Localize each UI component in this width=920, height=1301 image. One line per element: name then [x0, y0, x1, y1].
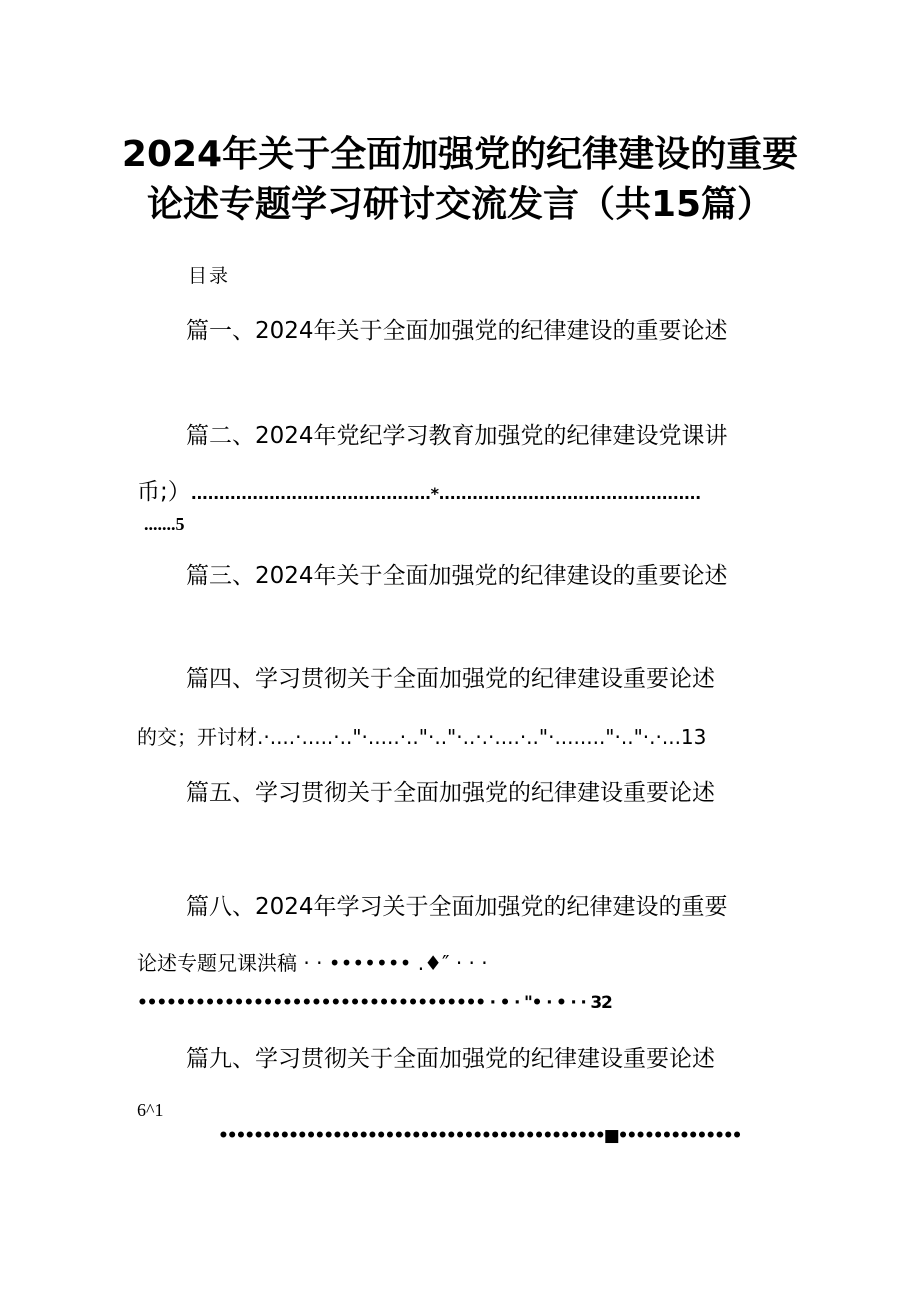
document-title-line-1: 2024年关于全面加强党的纪律建设的重要: [121, 134, 799, 175]
toc-item-2-text: 币;）: [137, 479, 191, 505]
toc-item-4-line-1: 篇四、学习贯彻关于全面加强党的纪律建设重要论述: [186, 666, 715, 692]
toc-item-2-line-1: 篇二、2024年党纪学习教育加强党的纪律建设党课讲: [186, 423, 728, 449]
toc-item-9-line-3: ••••••••••••••••••••••••••••••••••••••••••••■••••••••••••••: [218, 1126, 741, 1146]
toc-item-4-line-2: 的交；开讨材.·....·.....·.."·.....·.."·.."·..·.·....·.."·........"·.."·.·...13: [137, 725, 707, 749]
toc-item-8-line-1: 篇八、2024年学习关于全面加强党的纪律建设的重要: [186, 894, 728, 920]
toc-heading: 目录: [188, 265, 231, 287]
toc-item-9-line-1: 篇九、学习贯彻关于全面加强党的纪律建设重要论述: [186, 1046, 715, 1072]
toc-item-8-line-3: •••••••••••••••••••••••••••••••••••• · • · "• · • · · 32: [137, 993, 612, 1013]
toc-item-2-leader: ...........................................*...............................................: [190, 484, 701, 503]
toc-item-3: 篇三、2024年关于全面加强党的纪律建设的重要论述: [186, 563, 728, 589]
toc-item-9-line-2: 6^1: [137, 1100, 164, 1120]
toc-item-1: 篇一、2024年关于全面加强党的纪律建设的重要论述: [186, 318, 728, 344]
toc-item-2-page: .......5: [144, 514, 185, 534]
document-title-line-2: 论述专题学习研讨交流发言（共15篇）: [146, 184, 774, 225]
toc-item-8-line-2: 论述专题兄课洪稿 · · ••••••• .♦″ · · ·: [137, 951, 488, 975]
toc-item-2-line-2: [137, 477, 701, 509]
toc-item-5: 篇五、学习贯彻关于全面加强党的纪律建设重要论述: [186, 780, 715, 806]
